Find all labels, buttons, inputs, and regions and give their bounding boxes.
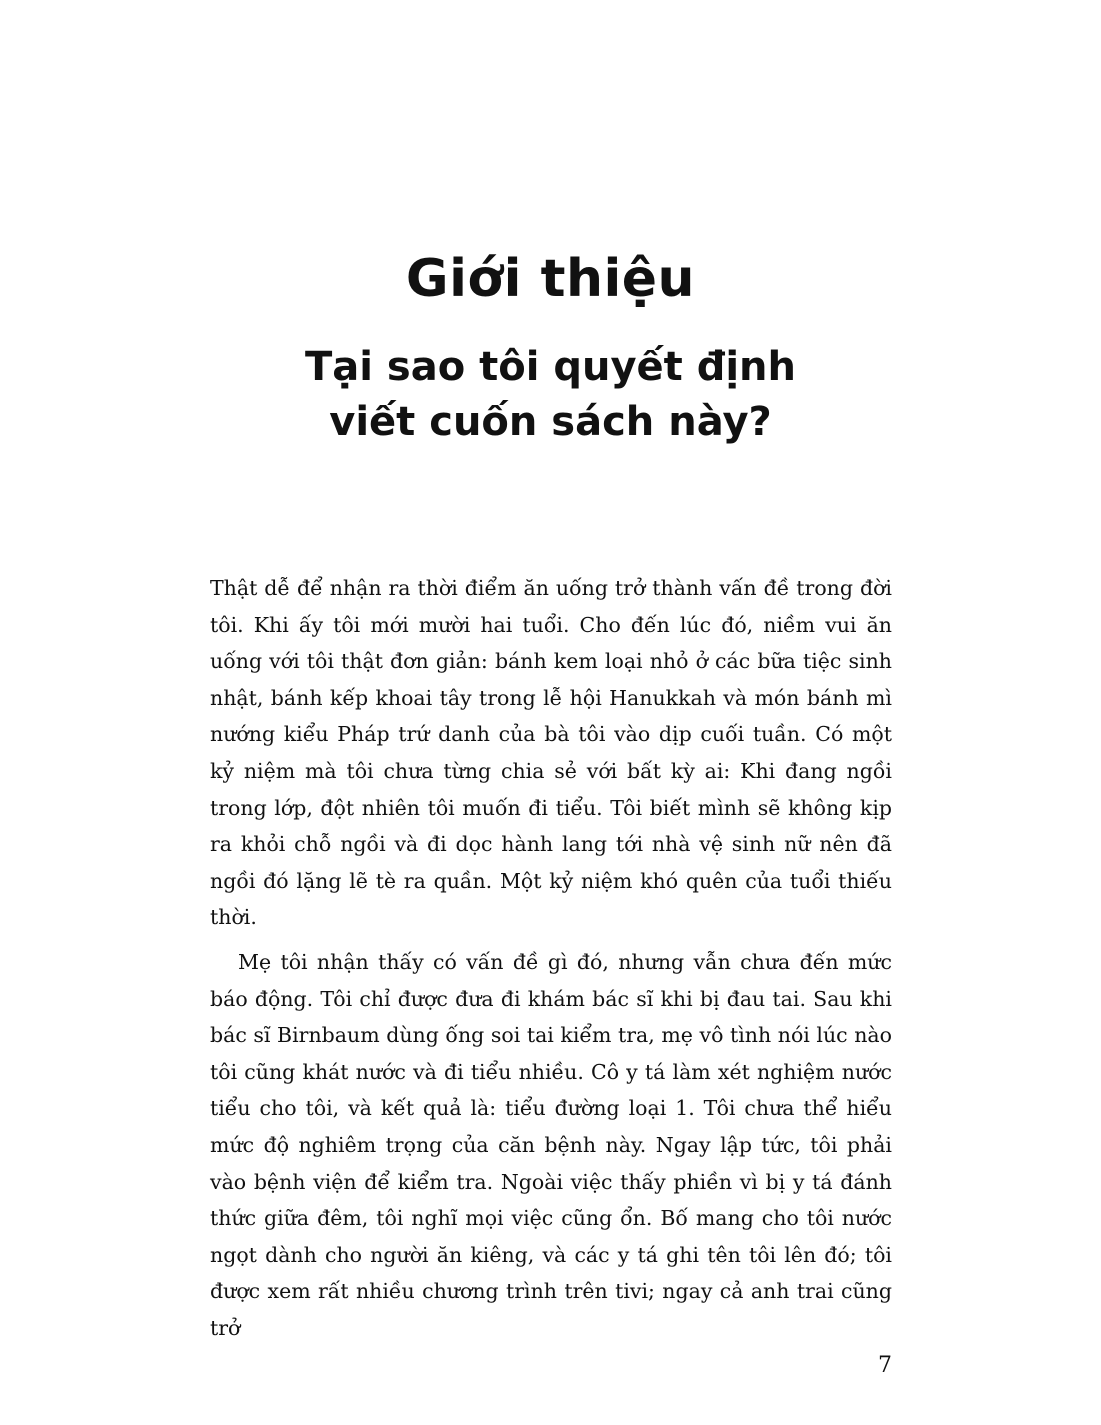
paragraph: Thật dễ để nhận ra thời điểm ăn uống trở thành vấn đề trong đời tôi. Khi ấy tôi mới mười hai tuổi. Cho đến lúc đó, niềm vui ăn uống với tôi thật đơn giản: bánh kem loại nhỏ ở các bữa tiệc sinh nhật, bánh kếp khoai tây trong lễ hội Hanukkah và món bánh mì nướng kiểu Pháp trứ danh của bà tôi vào dịp cuối tuần. Có một kỷ niệm mà tôi chưa từng chia sẻ với bất kỳ ai: Khi đang ngồi trong lớp, đột nhiên tôi muốn đi tiểu. Tôi biết mình sẽ không kịp ra khỏi chỗ ngồi và đi dọc hành lang tới nhà vệ sinh nữ nên đã ngồi đó lặng lẽ tè ra quần. Một kỷ niệm khó quên của tuổi thiếu thời.	[210, 576, 892, 930]
chapter-subtitle-line: Tại sao tôi quyết định	[304, 344, 796, 390]
chapter-subtitle	[0, 340, 1101, 450]
page-number: 7	[878, 1353, 892, 1378]
chapter-subtitle-line: viết cuốn sách này?	[329, 399, 772, 445]
paragraph: Mẹ tôi nhận thấy có vấn đề gì đó, nhưng vẫn chưa đến mức báo động. Tôi chỉ được đưa đi khám bác sĩ khi bị đau tai. Sau khi bác sĩ Birnbaum dùng ống soi tai kiểm tra, mẹ vô tình nói lúc nào tôi cũng khát nước và đi tiểu nhiều. Cô y tá làm xét nghiệm nước tiểu cho tôi, và kết quả là: tiểu đường loại 1. Tôi chưa thể hiểu mức độ nghiêm trọng của căn bệnh này. Ngay lập tức, tôi phải vào bệnh viện để kiểm tra. Ngoài việc thấy phiền vì bị y tá đánh thức giữa đêm, tôi nghĩ mọi việc cũng ổn. Bố mang cho tôi nước ngọt dành cho người ăn kiêng, và các y tá ghi tên tôi lên đó; tôi được xem rất nhiều chương trình trên tivi; ngay cả anh trai cũng trở	[210, 949, 892, 1340]
chapter-title: Giới thiệu	[405, 249, 696, 309]
body-text	[210, 570, 892, 1346]
